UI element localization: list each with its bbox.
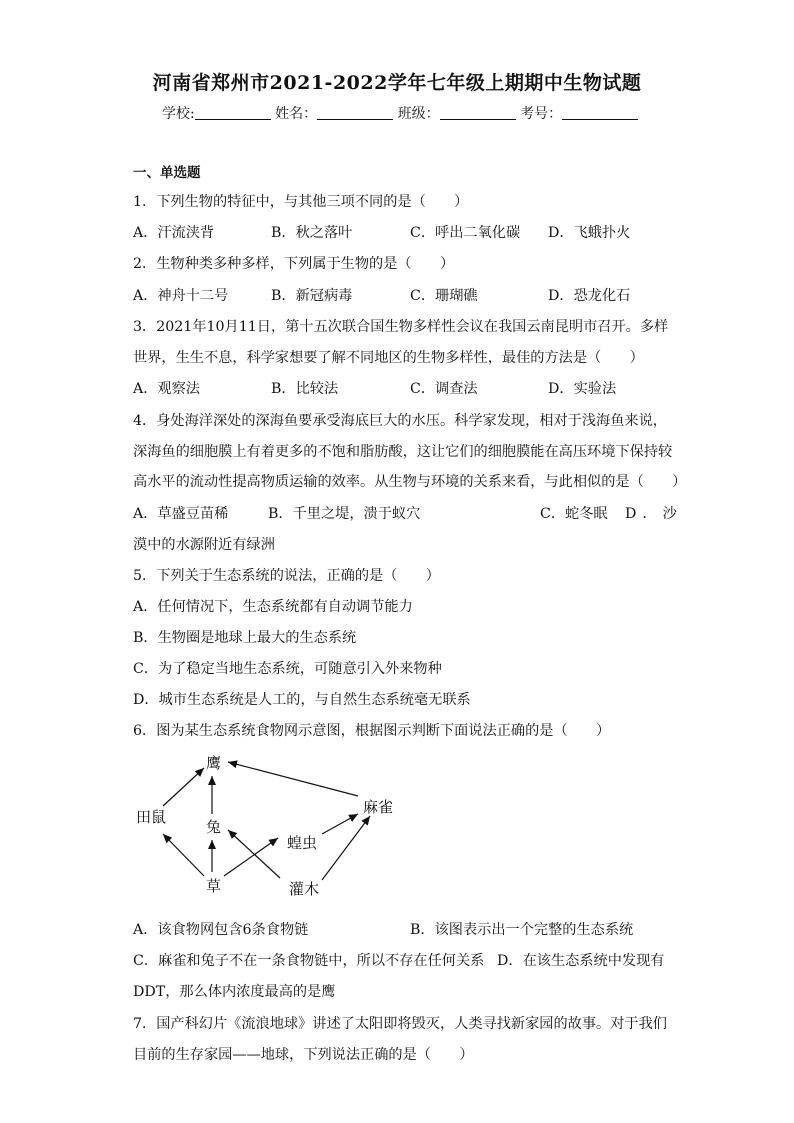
q4-option-c[interactable]: C．蛇冬眠 [540, 506, 608, 522]
node-locust: 蝗虫 [287, 834, 318, 852]
school-blank[interactable] [195, 105, 271, 120]
q1-option-b[interactable]: B．秋之落叶 [271, 225, 353, 241]
q1-option-c[interactable]: C．呼出二氧化碳 [410, 225, 521, 241]
arrow-grass-to-mouse [163, 834, 204, 876]
arrow-locust-to-sparrow [322, 814, 358, 834]
arrow-shrub-to-rabbit [228, 830, 280, 878]
q6-option-c[interactable]: C．麻雀和兔子不在一条食物链中，所以不存在任何关系 [133, 953, 485, 969]
node-field-mouse: 田鼠 [136, 808, 167, 826]
food-web-diagram [130, 748, 410, 908]
question-2-stem: 2．生物种类多种多样，下列属于生物的是（ ） [133, 256, 455, 272]
node-sparrow: 麻雀 [363, 798, 394, 816]
class-label: 班级： [397, 106, 440, 122]
q1-option-a[interactable]: A．汗流浃背 [133, 225, 215, 241]
school-label: 学校: [162, 106, 195, 122]
arrow-grass-to-locust [224, 838, 278, 876]
q3-option-b[interactable]: B．比较法 [271, 381, 339, 397]
q6-option-d-line-1[interactable]: D．在该生态系统中发现有 [497, 953, 665, 969]
node-rabbit: 兔 [206, 818, 222, 836]
q4-option-b[interactable]: B．千里之堤，溃于蚁穴 [268, 506, 421, 522]
q3-option-c[interactable]: C．调查法 [410, 381, 478, 397]
page-title: 河南省郑州市2021-2022学年七年级上期期中生物试题 [152, 72, 642, 94]
question-1-stem: 1．下列生物的特征中，与其他三项不同的是（ ） [133, 194, 469, 210]
question-7-stem-line-2: 目前的生存家园——地球，下列说法正确的是（ ） [133, 1047, 474, 1063]
q3-option-d[interactable]: D．实验法 [548, 381, 617, 397]
arrow-shrub-to-sparrow [322, 816, 370, 880]
question-7-stem-line-1: 7．国产科幻片《流浪地球》讲述了太阳即将毁灭，人类寻找新家园的故事。对于我们 [133, 1016, 667, 1032]
question-4-stem-line-2: 深海鱼的细胞膜上有着更多的不饱和脂肪酸，这让它们的细胞膜能在高压环境下保持较 [133, 444, 673, 460]
question-3-stem-line-1: 3．2021年10月11日，第十五次联合国生物多样性会议在我国云南昆明市召开。多样 [133, 319, 669, 335]
question-3-stem-line-2: 世界，生生不息，科学家想要了解不同地区的生物多样性，最佳的方法是（ ） [133, 350, 644, 366]
q2-option-c[interactable]: C．珊瑚礁 [410, 288, 478, 304]
q2-option-a[interactable]: A．神舟十二号 [133, 288, 229, 304]
class-blank[interactable] [440, 105, 516, 120]
section-heading: 一、单选题 [133, 165, 201, 181]
q4-option-a[interactable]: A．草盛豆苗稀 [133, 506, 229, 522]
arrow-mouse-to-eagle [163, 768, 204, 806]
q5-option-c[interactable]: C．为了稳定当地生态系统，可随意引入外来物种 [133, 661, 442, 677]
q6-option-a[interactable]: A．该食物网包含6条食物链 [133, 922, 309, 938]
q3-option-a[interactable]: A．观察法 [133, 381, 200, 397]
student-info-row [162, 103, 638, 123]
q4-option-d-line-2[interactable]: 漠中的水源附近有绿洲 [133, 537, 275, 553]
number-blank[interactable] [562, 105, 638, 120]
q5-option-a[interactable]: A．任何情况下，生态系统都有自动调节能力 [133, 599, 413, 615]
q5-option-b[interactable]: B．生物圈是地球上最大的生态系统 [133, 630, 357, 646]
q5-option-d[interactable]: D．城市生态系统是人工的，与自然生态系统毫无联系 [133, 692, 471, 708]
q1-option-d[interactable]: D．飞蛾扑火 [548, 225, 631, 241]
question-6-stem: 6．图为某生态系统食物网示意图，根据图示判断下面说法正确的是（ ） [133, 723, 611, 739]
q2-option-b[interactable]: B．新冠病毒 [271, 288, 353, 304]
node-eagle: 鹰 [206, 754, 222, 772]
node-grass: 草 [206, 877, 222, 895]
q2-option-d[interactable]: D．恐龙化石 [548, 288, 631, 304]
question-5-stem: 5．下列关于生态系统的说法，正确的是（ ） [133, 568, 440, 584]
name-blank[interactable] [317, 105, 393, 120]
q4-option-d-line-1[interactable]: D．沙 [625, 506, 683, 522]
q6-option-b[interactable]: B．该图表示出一个完整的生态系统 [410, 922, 634, 938]
name-label: 姓名： [275, 106, 318, 122]
node-shrub: 灌木 [289, 880, 320, 898]
question-4-stem-line-1: 4．身处海洋深处的深海鱼要承受海底巨大的水压。科学家发现，相对于浅海鱼来说， [133, 413, 667, 429]
question-4-stem-line-3: 高水平的流动性提高物质运输的效率。从生物与环境的关系来看，与此相似的是（ ） [133, 474, 687, 490]
arrow-sparrow-to-eagle [228, 762, 358, 796]
q6-option-d-line-2[interactable]: DDT，那么体内浓度最高的是鹰 [133, 984, 336, 1000]
number-label: 考号： [520, 106, 563, 122]
